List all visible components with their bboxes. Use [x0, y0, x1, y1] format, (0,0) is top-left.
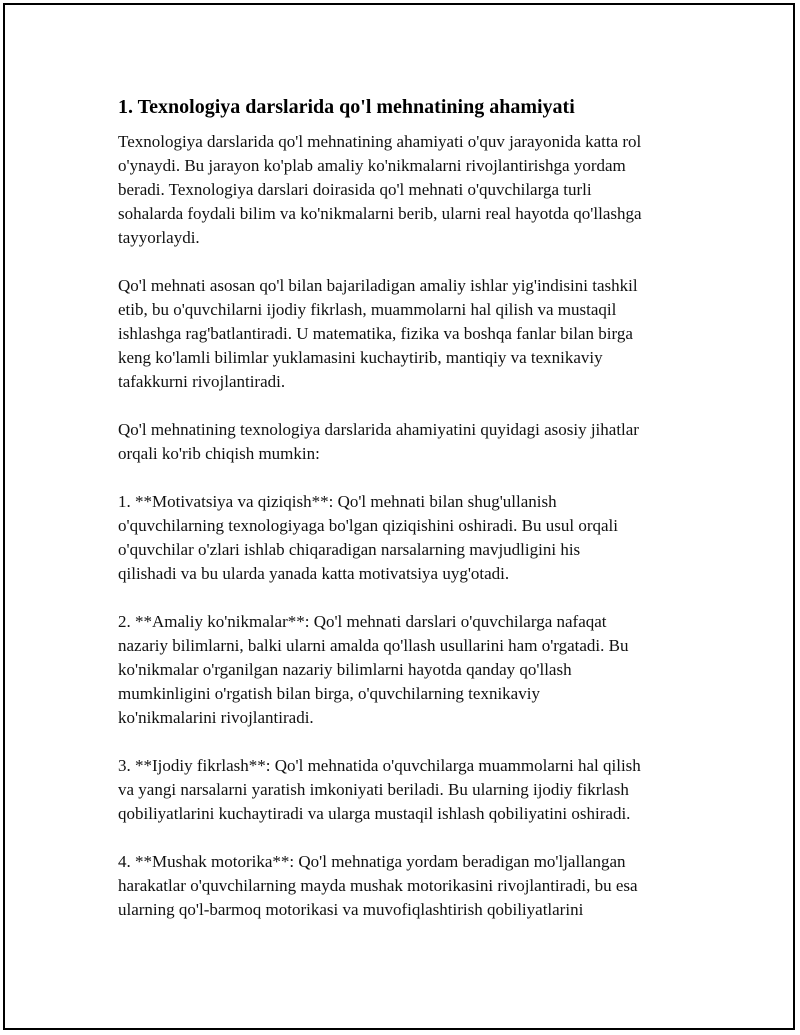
document-heading: 1. Texnologiya darslarida qo'l mehnatining ahamiyati: [118, 96, 575, 118]
paragraph-intro: Texnologiya darslarida qo'l mehnatining ahamiyati o'quv jarayonida katta rol o'ynaydi. Bu jarayon ko'plab amaliy ko'nikmalarni rivojlantirishga yordam beradi. Texnologiya darslari doirasida qo'l mehnati o'quvchilarga turli sohalarda foydali bilim va ko'nikmalarni berib, ularni real hayotda qo'llashga tayyorlaydi.: [118, 132, 642, 247]
document-body: [118, 94, 698, 946]
list-item-practical-skills: 2. **Amaliy ko'nikmalar**: Qo'l mehnati darslari o'quvchilarga nafaqat nazariy bilimlarni, balki ularni amalda qo'llash usullarini ham o'rgatadi. Bu ko'nikmalar o'rganilgan nazariy bilimlarni hayotda qanday qo'llash mumkinligini o'rgatish bilan birga, o'quvchilarning texnikaviy ko'nikmalarini rivojlantiradi.: [118, 612, 629, 727]
paragraph-definition: Qo'l mehnati asosan qo'l bilan bajariladigan amaliy ishlar yig'indisini tashkil etib, bu o'quvchilarni ijodiy fikrlash, muammolarni hal qilish va mustaqil ishlashga rag'batlantiradi. U matematika, fizika va boshqa fanlar bilan birga keng ko'lamli bilimlar yuklamasini kuchaytirib, mantiqiy va texnikaviy tafakkurni rivojlantiradi.: [118, 276, 638, 391]
list-item-creative-thinking: 3. **Ijodiy fikrlash**: Qo'l mehnatida o'quvchilarga muammolarni hal qilish va yangi narsalarni yaratish imkoniyati beriladi. Bu ularning ijodiy fikrlash qobiliyatlarini kuchaytiradi va ularga mustaqil ishlash qobiliyatini oshiradi.: [118, 756, 641, 823]
paragraph-aspects-intro: Qo'l mehnatining texnologiya darslarida ahamiyatini quyidagi asosiy jihatlar orqali ko'rib chiqish mumkin:: [118, 420, 639, 463]
list-item-motor-skills: 4. **Mushak motorika**: Qo'l mehnatiga yordam beradigan mo'ljallangan harakatlar o'quvchilarning mayda mushak motorikasini rivojlantiradi, bu esa ularning qo'l-barmoq motorikasi va muvofiqlashtirish qobiliyatlarini: [118, 852, 638, 919]
list-item-motivation: 1. **Motivatsiya va qiziqish**: Qo'l mehnati bilan shug'ullanish o'quvchilarning texnologiyaga bo'lgan qiziqishini oshiradi. Bu usul orqali o'quvchilar o'zlari ishlab chiqaradigan narsalarning mavjudligini his qilishadi va bu ularda yanada katta motivatsiya uyg'otadi.: [118, 492, 618, 583]
